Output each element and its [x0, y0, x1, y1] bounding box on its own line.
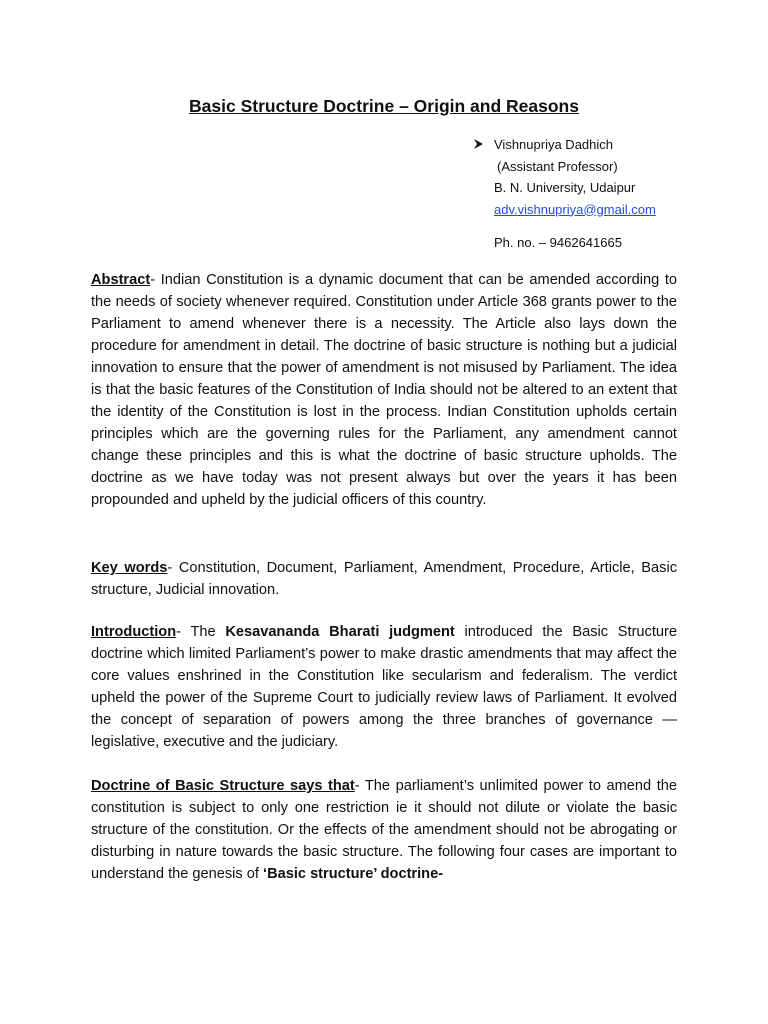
doctrine-text: - The parliament’s unlimited power to amend the constitution is subject to only one restriction ie it should not dilute or violate the basic structure of the constitution. Or the effects of the amendment should not be abrogating or disturbing in nature towards the basic structure. The following four cases are important to understand the genesis of [91, 778, 677, 882]
author-institution: B. N. University, Udaipur [494, 180, 636, 195]
document-title: Basic Structure Doctrine – Origin and Reasons [189, 96, 579, 116]
introduction-text-after: introduced the Basic Structure doctrine which limited Parliament’s power to make drastic amendments that may affect the core values enshrined in the Constitution like secularism and federalism. The verdict upheld the power of the Supreme Court to judicially review laws of Parliament. It evolved the concept of separation of powers among the three branches of governance — legislative, executive and the judiciary. [91, 624, 677, 750]
keywords-paragraph [91, 557, 677, 601]
doctrine-bold-end: ‘Basic structure’ doctrine- [263, 866, 444, 882]
introduction-label: Introduction [91, 624, 177, 640]
author-phone: Ph. no. – 9462641665 [494, 235, 622, 250]
doctrine-label: Doctrine of Basic Structure says that [91, 778, 355, 794]
abstract-paragraph [91, 269, 677, 511]
abstract-text: - Indian Constitution is a dynamic document that can be amended according to the needs of society whenever required. Constitution under Article 368 grants power to the Parliament to amend whenever there is a necessity. The Article also lays down the procedure for amendment in detail. The doctrine of basic structure is nothing but a judicial innovation to ensure that the power of amendment is not misused by Parliament. The idea is that the basic features of the Constitution of India should not be altered to an extent that the identity of the Constitution is lost in the process. Indian Constitution upholds certain principles which are the governing rules for the Parliament, any amendment cannot change these principles and this is what the doctrine of basic structure upholds. The doctrine as we have today was not present always but over the years it has been propounded and upheld by the judicial officers of this country. [91, 272, 677, 508]
keywords-text: - Constitution, Document, Parliament, Amendment, Procedure, Article, Basic structure, Judicial innovation. [91, 560, 677, 598]
abstract-label: Abstract [91, 272, 151, 288]
author-email-link[interactable]: adv.vishnupriya@gmail.com [494, 201, 656, 217]
keywords-label: Key words [91, 560, 168, 576]
arrow-bullet-icon [473, 134, 484, 158]
introduction-text-before: - The [176, 624, 226, 640]
author-designation: (Assistant Professor) [497, 158, 618, 174]
doctrine-paragraph [91, 775, 677, 885]
introduction-bold-phrase: Kesavananda Bharati judgment [225, 624, 455, 640]
author-name: Vishnupriya Dadhich [494, 137, 613, 152]
introduction-paragraph [91, 621, 677, 753]
author-block [473, 134, 656, 254]
